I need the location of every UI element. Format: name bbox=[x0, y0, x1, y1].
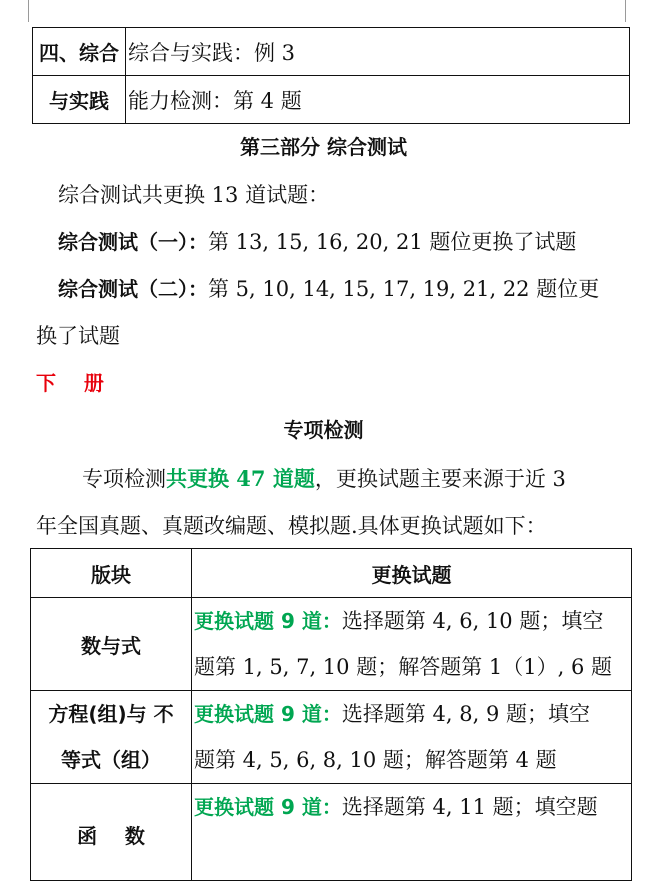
row1-line2: 题第 1, 5, 7, 10 题；解答题第 1（1）, 6 题 bbox=[194, 655, 612, 679]
section-label-line1: 四、综合 bbox=[33, 28, 126, 76]
intro-post: ，更换试题主要来源于近 3 bbox=[314, 467, 566, 491]
section-label-line2: 与实践 bbox=[33, 76, 126, 124]
test2-continuation: 换了试题 bbox=[36, 324, 120, 348]
replacement-table bbox=[30, 548, 632, 881]
part3-title: 第三部分 综合测试 bbox=[240, 135, 407, 159]
table1-row-1: 综合与实践：例 3 bbox=[126, 28, 630, 76]
row3-content bbox=[192, 784, 632, 881]
test2-label: 综合测试（二）： bbox=[58, 277, 208, 301]
intro-highlight: 共更换 47 道题 bbox=[166, 466, 315, 491]
crop-mark-right bbox=[625, 0, 626, 22]
row2-section bbox=[31, 691, 192, 784]
volume-heading: 下 册 bbox=[36, 371, 104, 395]
test1-label: 综合测试（一）： bbox=[58, 230, 208, 254]
test2-text: 第 5, 10, 14, 15, 17, 19, 21, 22 题位更 bbox=[208, 277, 600, 301]
part3-summary: 综合测试共更换 13 道试题： bbox=[58, 183, 330, 207]
table-row bbox=[31, 784, 632, 881]
row1-content bbox=[192, 598, 632, 691]
row2-section-line2: 等式（组） bbox=[61, 748, 161, 772]
row2-section-line1: 方程(组)与 不 bbox=[48, 702, 174, 726]
test1-line bbox=[58, 227, 576, 257]
test2-line bbox=[58, 274, 599, 304]
special-intro-line1 bbox=[82, 464, 566, 494]
table1-row-2: 能力检测：第 4 题 bbox=[126, 76, 630, 124]
header-section: 版块 bbox=[31, 549, 192, 598]
row1-highlight: 更换试题 9 道： bbox=[194, 609, 342, 633]
row2-highlight: 更换试题 9 道： bbox=[194, 702, 342, 726]
row2-content bbox=[192, 691, 632, 784]
row3-section: 函 数 bbox=[31, 784, 192, 881]
special-title: 专项检测 bbox=[283, 418, 364, 442]
row1-section: 数与式 bbox=[31, 598, 192, 691]
table-row bbox=[31, 691, 632, 784]
row2-line2: 题第 4, 5, 6, 8, 10 题；解答题第 4 题 bbox=[194, 748, 557, 772]
table-row bbox=[31, 598, 632, 691]
special-intro-line2: 年全国真题、真题改编题、模拟题.具体更换试题如下： bbox=[36, 514, 547, 538]
crop-mark-left bbox=[28, 0, 29, 22]
test1-text: 第 13, 15, 16, 20, 21 题位更换了试题 bbox=[208, 230, 577, 254]
row3-line1: 选择题第 4, 11 题；填空题 bbox=[341, 795, 598, 819]
row3-highlight: 更换试题 9 道： bbox=[194, 795, 342, 819]
row1-line1: 选择题第 4, 6, 10 题；填空 bbox=[341, 609, 604, 633]
intro-pre: 专项检测 bbox=[82, 467, 166, 491]
section-four-table bbox=[32, 27, 630, 124]
row2-line1: 选择题第 4, 8, 9 题；填空 bbox=[341, 702, 590, 726]
header-replaced: 更换试题 bbox=[192, 549, 632, 598]
